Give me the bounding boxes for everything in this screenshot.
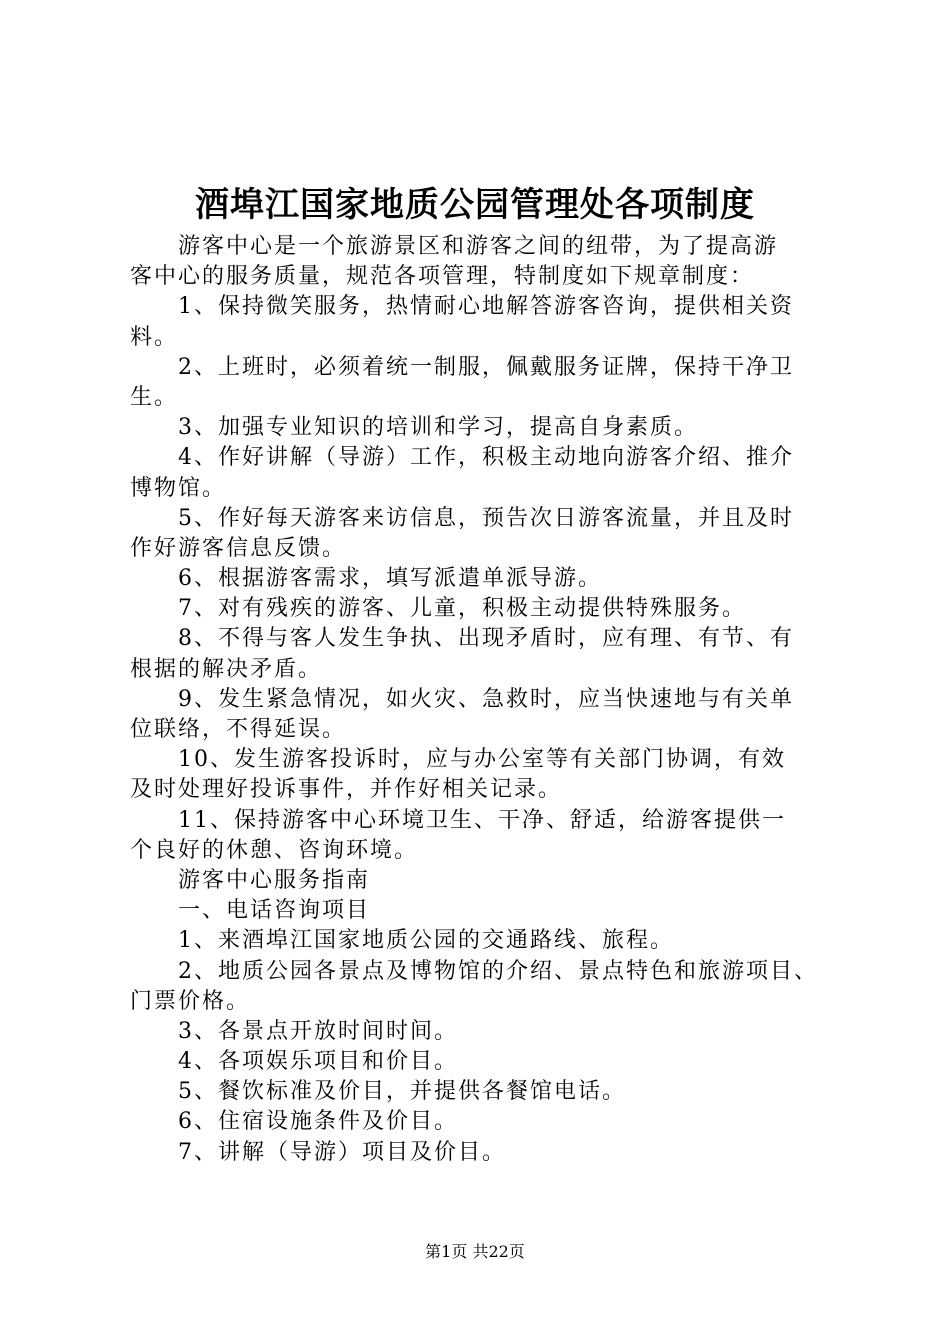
body-line: 5、作好每天游客来访信息，预告次日游客流量，并且及时 (178, 505, 794, 531)
body-line: 博物馆。 (130, 475, 227, 501)
body-line: 9、发生紧急情况，如火灾、急救时，应当快速地与有关单 (178, 686, 794, 712)
body-line: 游客中心是一个旅游景区和游客之间的纽带，为了提高游 (178, 234, 779, 259)
page-footer: 第1页 共22页 (425, 1242, 525, 1261)
body-line: 3、各景点开放时间时间。 (178, 1018, 458, 1044)
body-line: 游客中心服务指南 (178, 867, 371, 893)
body-line: 1、来酒埠江国家地质公园的交通路线、旅程。 (178, 928, 674, 954)
body-line: 6、根据游客需求，填写派遣单派导游。 (178, 566, 602, 592)
body-line: 料。 (130, 324, 179, 350)
body-line: 5、餐饮标准及价目，并提供各餐馆电话。 (178, 1079, 626, 1105)
body-line: 3、加强专业知识的培训和学习，提高自身素质。 (178, 415, 698, 441)
body-line: 位联络，不得延误。 (130, 717, 347, 742)
body-line: 根据的解决矛盾。 (130, 656, 323, 682)
body-line: 2、上班时，必须着统一制服，佩戴服务证牌，保持干净卫 (178, 354, 794, 380)
body-line: 客中心的服务质量，规范各项管理，特制度如下规章制度： (130, 264, 755, 290)
document-title: 酒埠江国家地质公园管理处各项制度 (195, 185, 755, 225)
body-line: 6、住宿设施条件及价目。 (178, 1109, 458, 1135)
body-line: 作好游客信息反馈。 (130, 535, 347, 561)
body-line: 生。 (130, 384, 179, 410)
body-line: 4、各项娱乐项目和价目。 (178, 1049, 458, 1075)
body-line: 7、对有残疾的游客、儿童，积极主动提供特殊服务。 (178, 596, 746, 622)
body-line: 2、地质公园各景点及博物馆的介绍、景点特色和旅游项目、 (178, 958, 818, 984)
body-line: 一、电话咨询项目 (178, 898, 371, 924)
body-line: 8、不得与客人发生争执、出现矛盾时，应有理、有节、有 (178, 626, 794, 652)
body-line: 10、发生游客投诉时，应与办公室等有关部门协调，有效 (178, 747, 786, 773)
body-line: 7、讲解（导游）项目及价目。 (178, 1139, 506, 1165)
body-line: 1、保持微笑服务，热情耐心地解答游客咨询，提供相关资 (178, 294, 794, 320)
body-line: 门票价格。 (130, 988, 251, 1014)
body-line: 4、作好讲解（导游）工作，积极主动地向游客介绍、推介 (178, 445, 794, 471)
body-line: 及时处理好投诉事件，并作好相关记录。 (130, 777, 563, 803)
document-body (130, 232, 850, 1168)
body-line: 11、保持游客中心环境卫生、干净、舒适，给游客提供一 (178, 807, 786, 833)
body-line: 个良好的休憩、咨询环境。 (130, 837, 419, 863)
